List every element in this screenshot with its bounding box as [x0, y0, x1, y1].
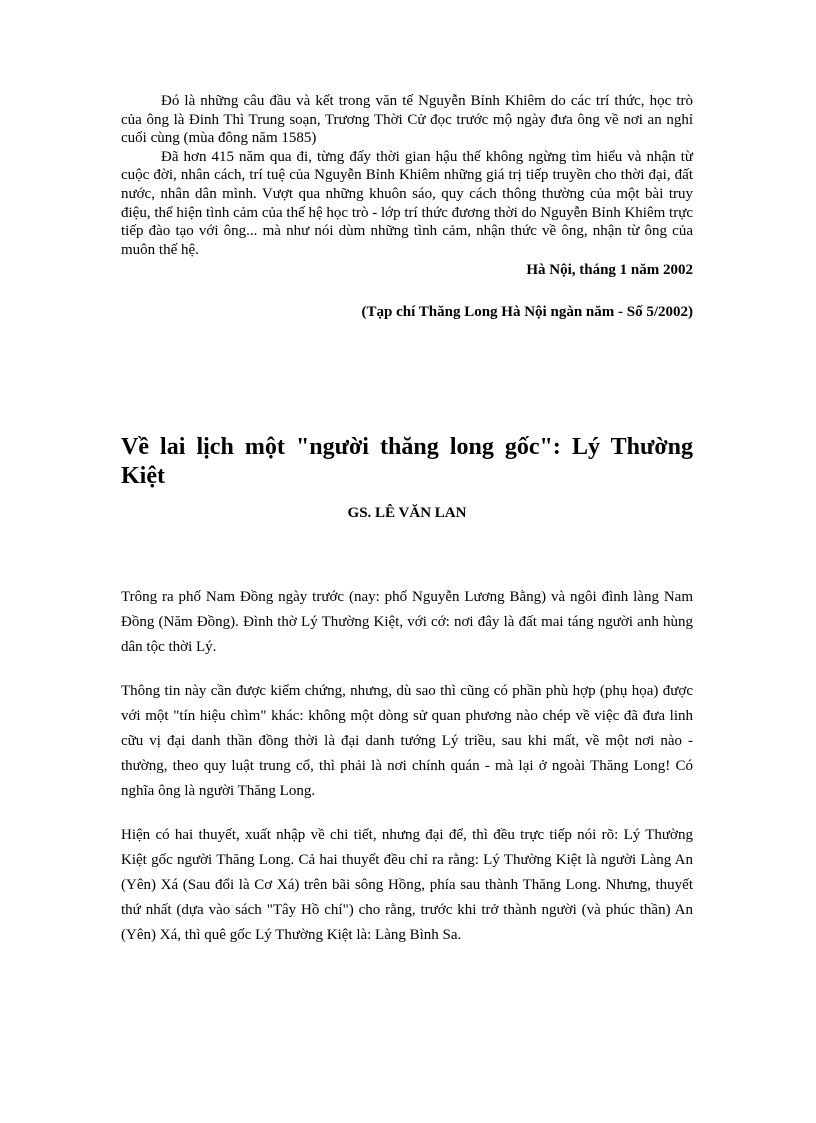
signature-place-date: Hà Nội, tháng 1 năm 2002 — [526, 262, 693, 279]
article-paragraph-2: Thông tin này cần được kiểm chứng, nhưng, dù sao thì cũng có phần phù hợp (phụ họa) được với một "tín hiệu chìm" khác: không một dòng sử quan phương nào chép về việc đã đưa linh cữu vị đại danh thần đồng thời là đại danh tướng Lý triều, sau khi mất, về một nơi nào - thường, theo quy luật trung cổ, thì phải là nơi chính quán - mà lại ở ngoài Thăng Long! Có nghĩa ông là người Thăng Long. — [121, 682, 693, 799]
article-paragraph-3: Hiện có hai thuyết, xuất nhập về chi tiết, nhưng đại để, thì đều trực tiếp nói rõ: Lý Thường Kiệt gốc người Thăng Long. Cả hai thuyết đều chỉ ra rằng: Lý Thường Kiệt là người Làng An (Yên) Xá (Sau đổi là Cơ Xá) trên bãi sông Hồng, phía sau thành Thăng Long. Nhưng, thuyết thứ nhất (dựa vào sách "Tây Hồ chí") cho rằng, trước khi trở thành người (và phúc thần) An (Yên) Xá, thì quê gốc Lý Thường Kiệt là: Làng Bình Sa. — [121, 826, 693, 943]
document-page — [121, 92, 693, 948]
intro-paragraph-1: Đó là những câu đầu và kết trong văn tế Nguyễn Bỉnh Khiêm do các trí thức, học trò của ông là Đinh Thì Trung soạn, Trương Thời Cử đọc trước mộ ngày đưa ông về nơi an nghỉ cuối cùng (mùa đông năm 1585) — [121, 93, 693, 147]
intro-paragraph-2: Đã hơn 415 năm qua đi, từng đấy thời gian hậu thế không ngừng tìm hiểu và nhận từ cuộc đời, nhân cách, trí tuệ của Nguyễn Bỉnh Khiêm những giá trị tiếp truyền cho thời đại, đất nước, nhân dân mình. Vượt qua những khuôn sáo, quy cách thông thường của một bài truy điệu, thể hiện tình cảm của thế hệ học trò - lớp trí thức đương thời do Nguyễn Bỉnh Khiêm trực tiếp đào tạo với ông... mà như nói dùm những tình cảm, nhận thức về ông, nhận từ ông của muôn thế hệ. — [121, 148, 693, 258]
article-paragraph-1: Trông ra phố Nam Đồng ngày trước (nay: phố Nguyễn Lương Bằng) và ngôi đình làng Nam Đồng (Năm Đồng). Đình thờ Lý Thường Kiệt, với cớ: nơi đây là đất mai táng người anh hùng dân tộc thời Lý. — [121, 588, 693, 655]
signature-source: (Tạp chí Thăng Long Hà Nội ngàn năm - Số 5/2002) — [361, 303, 693, 320]
article-title: Về lai lịch một "người thăng long gốc": Lý Thường Kiệt — [121, 433, 693, 489]
article-author: GS. LÊ VĂN LAN — [347, 504, 467, 521]
